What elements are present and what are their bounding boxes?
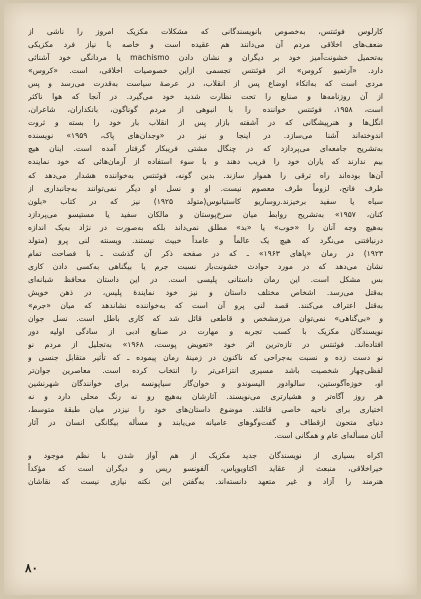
text-line: بیم ندارند که یاران خود را فریب دهند و با سوء استفاده از آرمان‌هائی که خود نماینده xyxy=(28,157,383,167)
text-line: دارد. «آرتمیو کروس» اثر فوئنتس تجسمی ازاین خصوصیات اخلاقی، است. «کروس» xyxy=(28,66,383,76)
text-line: و «بی‌گناهی» نمی‌توان مرزمشخص و قاطعی قائل شد که کاری باطل است. نسل جوان xyxy=(28,314,383,324)
text-line: بەتحمیل خشونت‌آمیز خود بر دیگران و نشان دادن machismo یا مردانگی خود آشنائی xyxy=(28,53,383,63)
text-line: نو دست زده و نسبت بەجراحی که ناکنون در زمینهٔ رمان پیموده ـ که تأثیر متقابل جنسی و xyxy=(28,353,383,363)
text-line: او، خوزه‌آگوستین، سالوادور الیسوندو و خوان‌گار سیاپونسه برای خوانندگان شهرنشین xyxy=(28,379,383,389)
text-line: کارلوس فوئنتس، بەخصوص بانویسندگانی که مشکلات مکزیک امروز را ناشی از xyxy=(28,27,383,36)
text-line: اندوخته‌اند آشنا می‌سازد. در اینجا و نیز در «وجدان‌های پاک، ۱۹۵۹» نویسنده xyxy=(28,131,383,141)
text-line: مردی است که بەاتکاء اوضاع پس از انقلاب، در عرصهٔ سیاست بەقدرت می‌رسد و پس xyxy=(28,79,383,89)
text-line: بەتشریح جامعه‌ای می‌پردازد که در چنگال مشتی فریبکار گرفتار آمده است. اینان هیچ xyxy=(28,144,383,154)
text-line: سیاه یا سفید برخیزند.روساریو کاستیانوس(متولد ۱۹۲۵) نیز که در کتاب «بلون xyxy=(28,196,383,206)
text-line: هر روز آگاه‌تر و هشیارتری می‌نویسند. آثارشان بەهیچ رو نه رنگ محلی دارد و نه xyxy=(28,392,383,402)
text-line: بس مشکل است. این رمان داستانی پلیسی است. در این داستان محافظ شبانه‌ای xyxy=(28,274,383,284)
text-line: انگل‌ها و هنرپیشگانی که در آشفته بازار پس از انقلاب بار خود را بسته و ثروت xyxy=(28,118,383,128)
paragraph-1 xyxy=(28,25,383,443)
text-line: آنان مسأله‌ای عام و همگانی است. xyxy=(274,431,383,441)
text-line: نشان می‌دهد که در مورد حوادث خشونت‌بار نسبت جرم یا بیگناهی بەکسی دادن کاری xyxy=(28,261,383,271)
text-line: ضعف‌های اخلاقی مردم آن می‌دانند هم عقیده است و خاصه با نیاز فرد مکزیکی xyxy=(28,40,383,50)
text-line: بەقتل می‌رسد. اشخاص مختلف داستان و نیز خود نمایندهٔ پلیس، در ذهن خویش xyxy=(28,287,383,297)
text-line: خیراخلاقی، منبعث از عقاید اکتاویوپاس، آلفونسو ریس و دیگران است که مؤکداً xyxy=(28,463,383,473)
text-line: ۱۹۲۳) در رمان «پاهای ۱۹۶۳» ـ که در صفحه ذکر آن گذشت ـ با فصاحت تمام xyxy=(28,248,383,258)
page-number: ۸۰ xyxy=(25,561,38,575)
text-line: اختیاری برای ناحیه خاصی قائلند. موضوع داستان‌های خود را نیزدر میان طبقهٔ متوسط، xyxy=(28,405,383,415)
text-line: بەقتل اعتراف می‌کنند. قصد لنی پرو آن است که بەخواننده نشاندهد که میان «جرم» xyxy=(28,300,383,310)
text-line: از آن روزنامه‌ها و صنایع را تحت نظارت شدید خود می‌گیرد. در آنجا که هوا ناکثر xyxy=(28,92,383,102)
text-line: نویسندگان مکزیک با کسب تجربه و مهارت در صنایع ادبی از سادگی اولیه دور xyxy=(28,327,383,337)
text-line: دنیای متحون ازقطاف و گفت‌وگوهای عامیانه می‌یابند و مسأله بیگانگی انسان در آثار xyxy=(28,418,383,428)
text-line: افتاده‌اند. فوئنتس در تازه‌ترین اثر خود «تعویض پوست، ۱۹۶۸» بەتجلیل از مردم نو xyxy=(28,340,383,350)
text-line: درنیافتنی می‌نگرد که هیچ یک عالماً و عامداً خبیث نیستند. ویسنته لنی پرو (متولد xyxy=(28,235,383,245)
text-line: کنان، ۱۹۵۷» بەتشریح روابط میان سرخ‌پوستان و مالکان سفید یا مستیسو می‌پردازد xyxy=(28,209,383,219)
text-line: هنرمند را آزاد و غیر متعهد دانسته‌اند. بەگفتن این نکته نیازی نیست که نقاشان xyxy=(28,476,383,486)
paragraph-2 xyxy=(28,449,383,488)
book-page xyxy=(4,3,417,595)
text-line: اکراه بسیاری از نویسندگان جدید مکزیک از هم آواز شدن با نظم موجود و xyxy=(28,450,383,460)
text-line: لفظی‌چهار شخصیت باشد مسیری انتزاعی‌تر را انتخاب کرده است. معاصرین جوان‌تر xyxy=(28,366,383,376)
text-line: است، ۱۹۵۸، فوئنتس خواننده را با انبوهی از مردم گوناگون، بانکداران، شاعران، xyxy=(28,105,383,115)
text-line: طرف فاتح، لزوماً طرف معصوم نیست. او و نسل او دیگر نمی‌توانند بەجانبداری از xyxy=(28,183,383,193)
body-text xyxy=(28,25,383,488)
text-line: آن‌ها بوده‌اند راه ترقی را هموار سازند. بدین گونه، فوئنتس بەخواننده هشدار می‌دهد که xyxy=(28,170,383,180)
text-line: بەهیچ وجه آنان را «خوب» یا «بد» مطلق نمی‌داند بلکه بەصورت در نژاد بەیک اندازه xyxy=(28,222,383,232)
